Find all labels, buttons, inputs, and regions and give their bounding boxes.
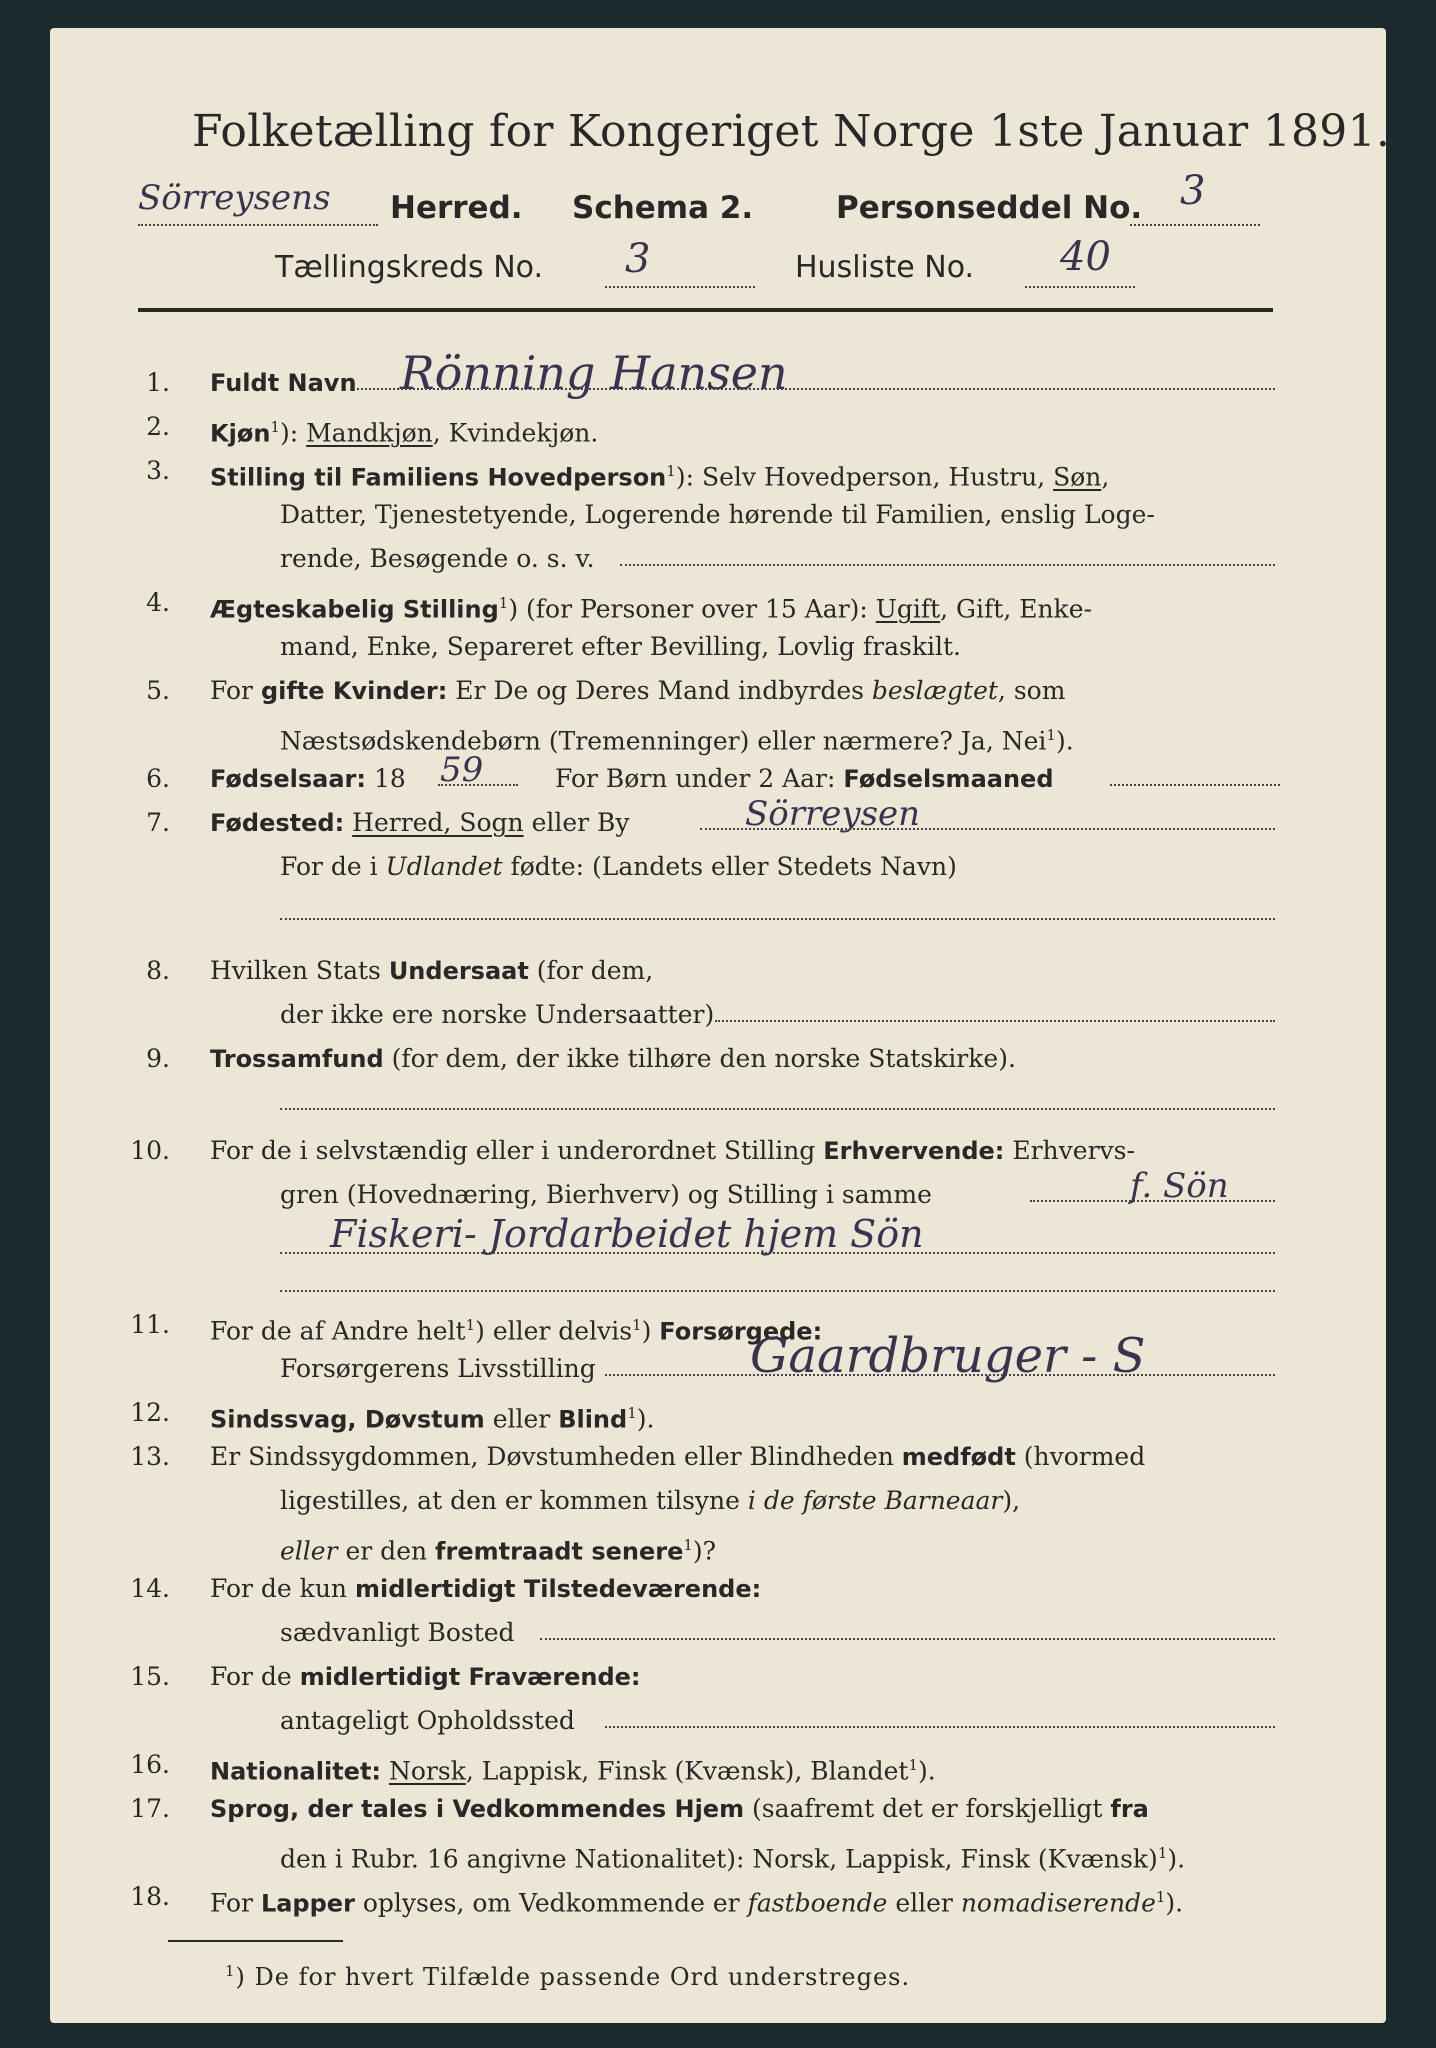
q9-dots (280, 1108, 1275, 1110)
personseddel-dots (1130, 224, 1260, 226)
kreds-dots (605, 286, 755, 288)
q2-footnote-mark: 1 (270, 418, 280, 436)
q18-row (210, 1882, 1183, 1918)
q7-line2b: Udlandet (385, 852, 503, 881)
census-form-sheet (50, 28, 1391, 2023)
q16-rest: , Lappisk, Finsk (Kvænsk), Blandet (465, 1756, 909, 1786)
q13-line2a: ligestilles, at den er kommen tilsyne (280, 1486, 748, 1515)
item-number: 6. (146, 764, 170, 793)
q6-month-dots (1110, 784, 1280, 786)
q6-prefix: 18 (366, 764, 406, 793)
q4-option-ugift: Ugift (875, 594, 941, 624)
q13-line3b: er den (337, 1536, 436, 1566)
q16-row (210, 1750, 936, 1786)
q3-line1: ): Selv Hovedperson, Hustru, (675, 462, 1054, 492)
q13-line3c: fremtraadt senere (435, 1537, 684, 1566)
q11-line1b: ) eller delvis (475, 1316, 633, 1346)
item-number: 1. (146, 368, 170, 397)
q13-line3-row (280, 1530, 716, 1566)
q3-label: Stilling til Familiens Hovedperson (210, 463, 667, 492)
q1-dots (350, 388, 1275, 390)
q13-line3a: eller (280, 1536, 338, 1566)
q10-line1c: Erhvervs- (1004, 1136, 1135, 1165)
q5-line2-row (280, 720, 1074, 756)
q18-a: For (210, 1888, 261, 1918)
q10-row (210, 1136, 1135, 1166)
q14-row (210, 1574, 761, 1604)
q13-line3d: )? (692, 1536, 717, 1566)
q3-footnote-mark: 1 (666, 462, 676, 480)
q13-footnote-mark: 1 (683, 1536, 693, 1554)
q4-line1b: , Gift, Enke- (940, 594, 1092, 624)
q7-value: Sörreysen (745, 794, 921, 834)
q7-rest: eller By (523, 808, 630, 837)
q13-line1b: medfødt (901, 1443, 1016, 1471)
q13-line1c: (hvormed (1015, 1442, 1146, 1471)
q5-label-a: For (210, 676, 261, 705)
q2-label: Kjøn (210, 419, 271, 448)
q12-label: Sindssvag, Døvstum (210, 1405, 485, 1434)
q8-row (210, 956, 653, 986)
q9-rest: (for dem, der ikke tilhøre den norske Statskirke). (383, 1044, 1016, 1073)
item-number: 18. (130, 1882, 170, 1911)
q2-option-kvindekjon: , Kvindekjøn. (432, 418, 599, 448)
footnote-mark: 1 (225, 1962, 236, 1980)
q2-option-mandkjon: Mandkjøn (306, 418, 433, 448)
q2-row (210, 412, 598, 448)
item-number: 8. (146, 956, 170, 985)
q7-line2a: For de i (280, 852, 386, 881)
q5-footnote-mark: 1 (1046, 726, 1056, 744)
herred-label: Herred. (390, 190, 523, 226)
q13-row (210, 1442, 1145, 1472)
q12-blind: Blind (558, 1405, 628, 1434)
q10-line1a: For de i selvstændig eller i underordnet Stilling (210, 1136, 824, 1165)
q17-label: Sprog, der tales i Vedkommendes Hjem (210, 1795, 745, 1823)
q10-line1b: Erhvervende: (823, 1137, 1005, 1165)
herred-dots (138, 224, 378, 226)
q17-line2: den i Rubr. 16 angivne Nationalitet): Norsk, Lappisk, Finsk (Kvænsk) (280, 1844, 1158, 1874)
item-number: 13. (130, 1442, 170, 1471)
q9-label: Trossamfund (210, 1045, 384, 1073)
q1-value: Rönning Hansen (400, 346, 788, 400)
q18-footnote-mark: 1 (1155, 1888, 1166, 1906)
q15-line2: antageligt Opholdssted (280, 1706, 575, 1735)
q16-footnote-mark: 1 (908, 1756, 919, 1774)
husliste-label: Husliste No. (795, 250, 975, 285)
q4-footnote-mark: 1 (498, 594, 509, 612)
q5-row (210, 676, 1065, 706)
q8-dots (715, 1020, 1275, 1022)
item-number: 4. (146, 588, 170, 617)
q18-b: Lapper (260, 1889, 355, 1918)
q7-line2c: fødte: (Landets eller Stedets Navn) (502, 852, 957, 881)
footnote-row (225, 1956, 910, 1992)
q6-value: 59 (440, 750, 484, 790)
item-number: 5. (146, 676, 170, 705)
q7-label: Fødested: (210, 809, 345, 837)
q5-line2-end: ). (1055, 726, 1074, 756)
item-number: 17. (130, 1794, 170, 1823)
q11-footnote-mark-a: 1 (465, 1316, 476, 1334)
q14-line1b: midlertidigt Tilstedeværende: (354, 1575, 762, 1603)
q15-line1b: midlertidigt Fraværende: (299, 1663, 641, 1691)
q10-line3-dots (280, 1252, 1275, 1254)
item-number: 7. (146, 808, 170, 837)
q6-label: Fødselsaar: (210, 765, 366, 793)
item-number: 15. (130, 1662, 170, 1691)
kreds-value: 3 (625, 236, 651, 282)
q4-label: Ægteskabelig Stilling (210, 595, 499, 624)
q14-line1a: For de kun (210, 1574, 355, 1603)
q7-options: Herred, Sogn (352, 808, 524, 837)
personseddel-value: 3 (1180, 168, 1206, 214)
q5-line2: Næstsødskendebørn (Tremenninger) eller nærmere? Ja, Nei (280, 726, 1047, 756)
q16-end: ). (918, 1756, 936, 1786)
q7-dots (700, 828, 1275, 830)
q15-dots (605, 1726, 1275, 1728)
q12-row (210, 1398, 654, 1434)
q15-row (210, 1662, 641, 1692)
q9-row (210, 1044, 1016, 1074)
q13-line2b: i de første Barneaar (747, 1486, 1003, 1515)
q16-label: Nationalitet: (210, 1757, 382, 1786)
q11-row (210, 1310, 822, 1346)
q3-line2: Datter, Tjenestetyende, Logerende hørende til Familien, enslig Loge- (280, 500, 1155, 529)
q11-dots (605, 1374, 1275, 1376)
q15-line1a: For de (210, 1662, 300, 1691)
q17-end: ). (1167, 1844, 1186, 1874)
q17-footnote-mark: 1 (1157, 1844, 1168, 1862)
q17-row (210, 1794, 1149, 1824)
q6-mid: For Børn under 2 Aar: (555, 764, 844, 793)
q13-line2-row (280, 1486, 1020, 1516)
q5-line1b: beslægtet (871, 676, 998, 705)
q10-line2: gren (Hovednæring, Bierhverv) og Stilling i samme (280, 1180, 932, 1209)
q4-line2: mand, Enke, Separeret efter Bevilling, Lovlig fraskilt. (280, 632, 961, 661)
q11-line1c: ) (641, 1316, 660, 1346)
q17-line2-row (280, 1838, 1185, 1874)
item-number: 12. (130, 1398, 170, 1427)
q8-line1a: Hvilken Stats (210, 956, 389, 985)
husliste-dots (1025, 286, 1135, 288)
kreds-label: Tællingskreds No. (275, 250, 543, 285)
q16-option-norsk: Norsk (388, 1756, 466, 1786)
q11-line1d: Forsørgede: (659, 1317, 823, 1346)
herred-value: Sörreysens (138, 178, 331, 218)
item-number: 2. (146, 412, 170, 441)
q1-row (210, 368, 357, 398)
q18-d: fastboende (747, 1888, 888, 1918)
q3-dots (620, 564, 1275, 566)
husliste-value: 40 (1060, 234, 1111, 280)
q7-row (210, 808, 630, 838)
q3-line3: rende, Besøgende o. s. v. (280, 544, 595, 573)
q17-line1: (saafremt det er forskjelligt (744, 1794, 1111, 1823)
personseddel-label: Personseddel No. (836, 190, 1143, 226)
q11-line2: Forsørgerens Livsstilling (280, 1354, 596, 1383)
item-number: 9. (146, 1044, 170, 1073)
footnote-rule (168, 1940, 343, 1942)
q4-row (210, 588, 1092, 624)
q1-label: Fuldt Navn (210, 369, 357, 397)
q8-line1b: Undersaat (388, 957, 529, 985)
q10-line4-dots (280, 1290, 1275, 1292)
q18-e: eller (887, 1888, 961, 1918)
q8-line2: der ikke ere norske Undersaatter) (280, 1000, 715, 1029)
q13-line1a: Er Sindssygdommen, Døvstumheden eller Blindheden (210, 1442, 902, 1471)
q14-dots (540, 1638, 1275, 1640)
q13-line2c: ), (1002, 1486, 1021, 1515)
item-number: 11. (130, 1310, 170, 1339)
q6-mid-row (555, 764, 1054, 794)
footnote-text: ) De for hvert Tilfælde passende Ord understreges. (235, 1963, 911, 1991)
q3-option-son: Søn (1053, 462, 1102, 492)
q14-line2: sædvanligt Bosted (280, 1618, 515, 1647)
q6-row (210, 764, 406, 794)
q2-paren: ): (279, 418, 307, 448)
q18-c: oplyses, om Vedkommende er (354, 1888, 748, 1918)
q11-value: Gaardbruger - S (750, 1328, 1146, 1384)
q8-line1c: (for dem, (528, 956, 654, 985)
item-number: 10. (130, 1136, 170, 1165)
form-title: Folketælling for Kongeriget Norge 1ste Januar 1891. (192, 106, 1391, 157)
q12-mid: eller (484, 1404, 559, 1434)
q5-label-b: gifte Kvinder: (260, 677, 448, 705)
q10-value-b: Fiskeri- Jordarbeidet hjem Sön (330, 1212, 924, 1256)
q5-line1c: , som (997, 676, 1066, 705)
q5-line1a: Er De og Deres Mand indbyrdes (447, 676, 872, 705)
q7-line2-row (280, 852, 957, 882)
q7-line3-dots (280, 918, 1275, 920)
q17-fra: fra (1110, 1795, 1149, 1823)
q11-footnote-mark-b: 1 (632, 1316, 642, 1334)
q6-year-dots (438, 784, 518, 786)
q12-end: ). (636, 1404, 655, 1434)
q4-line1a: ) (for Personer over 15 Aar): (508, 594, 876, 624)
item-number: 3. (146, 456, 170, 485)
q18-f: nomadiserende (960, 1888, 1156, 1918)
q18-g: ). (1165, 1888, 1184, 1918)
q10-value-a: f. Sön (1130, 1166, 1229, 1206)
item-number: 14. (130, 1574, 170, 1603)
schema-label: Schema 2. (572, 190, 754, 226)
q12-footnote-mark: 1 (627, 1404, 637, 1422)
q3-comma: , (1101, 462, 1110, 492)
item-number: 16. (130, 1750, 170, 1779)
q11-line1a: For de af Andre helt (210, 1316, 466, 1346)
q3-row (210, 456, 1109, 492)
header-rule (138, 308, 1273, 312)
q6-mid-bold: Fødselsmaaned (843, 765, 1054, 793)
